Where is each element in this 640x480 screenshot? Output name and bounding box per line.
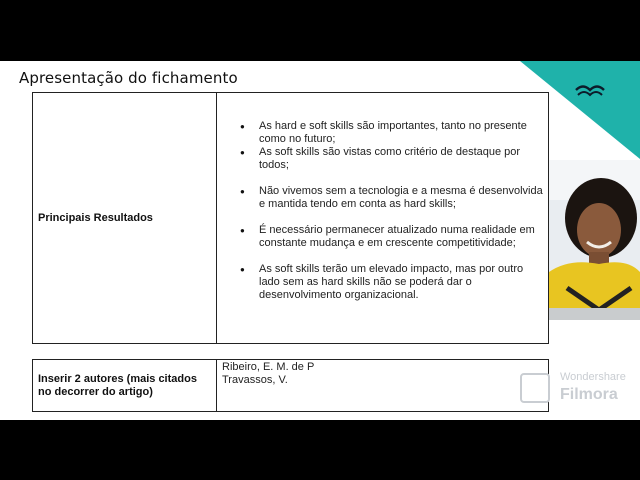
results-label: Principais Resultados <box>38 212 153 224</box>
authors-label: Inserir 2 autores (mais citados no decorrer do artigo) <box>38 373 197 398</box>
table-column-divider <box>216 93 217 343</box>
list-item: ● Não vivemos sem a tecnologia e a mesma é desenvolvida e mantida tendo em conta as hard skills; <box>239 185 545 211</box>
list-item: ● As soft skills são vistas como critério de destaque por todos; <box>239 146 545 172</box>
slide-title: Apresentação do fichamento <box>19 69 238 87</box>
filmora-logo-icon <box>520 373 550 403</box>
results-list <box>239 120 545 315</box>
letterbox-bottom <box>0 420 640 480</box>
webcam-overlay <box>549 160 640 320</box>
list-item: ● As hard e soft skills são importantes, tanto no presente como no futuro; <box>239 120 545 146</box>
table-column-divider <box>216 360 217 411</box>
watermark-product: Filmora <box>560 386 618 403</box>
authors-cell <box>222 361 314 387</box>
brand-logo-icon <box>574 82 606 98</box>
author-name: Ribeiro, E. M. de P <box>222 361 315 373</box>
watermark-brand: Wondershare <box>560 371 626 383</box>
author-name: Travassos, V. <box>222 374 288 386</box>
letterbox-top <box>0 0 640 61</box>
presenter-video-image <box>549 160 640 320</box>
list-item: ● As soft skills terão um elevado impacto, mas por outro lado sem as hard skills não se poderá dar o desenvolvimento organizacional. <box>239 263 545 302</box>
results-table <box>32 92 549 344</box>
presentation-slide <box>0 61 640 420</box>
authors-table <box>32 359 549 412</box>
filmora-watermark <box>520 369 635 409</box>
list-item: ● É necessário permanecer atualizado numa realidade em constante mudança e em crescente competitividade; <box>239 224 545 250</box>
